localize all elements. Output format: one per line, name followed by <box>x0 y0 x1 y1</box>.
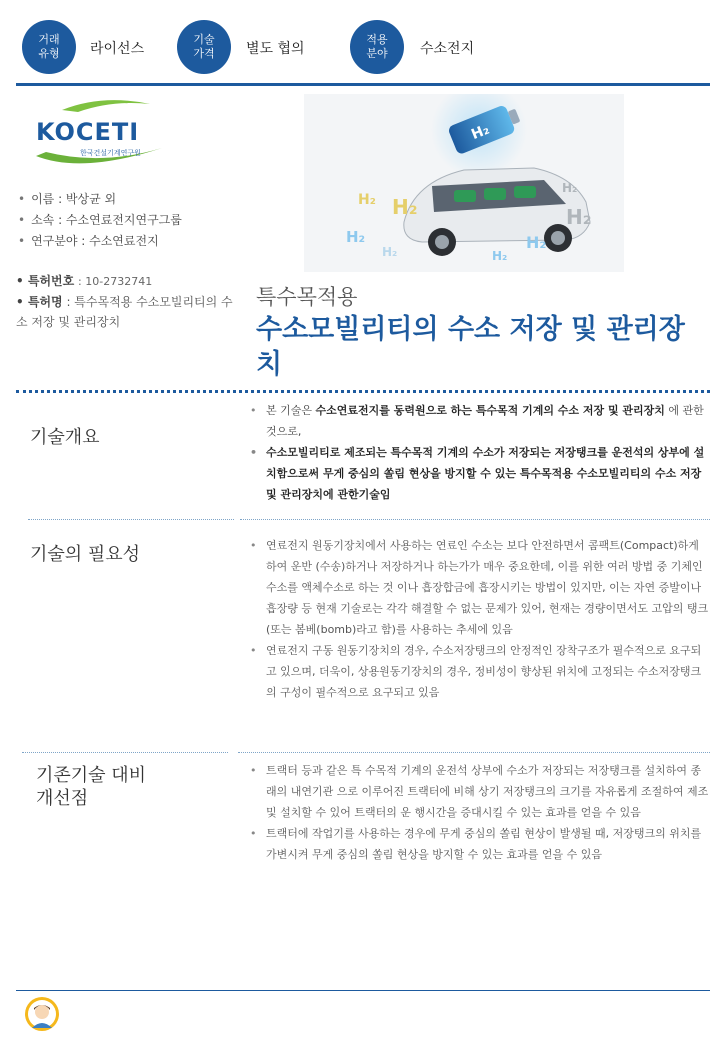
section-divider <box>240 519 710 520</box>
svg-text:H₂: H₂ <box>526 233 547 252</box>
researcher-field: • 연구분야 : 수소연료전지 <box>18 231 182 252</box>
field-badge <box>350 20 404 74</box>
svg-text:H₂: H₂ <box>346 228 366 246</box>
title-divider <box>16 390 710 393</box>
patent-number-row <box>16 271 236 292</box>
page-title: 수소모빌리티의 수소 저장 및 관리장치 <box>256 314 685 380</box>
overview-list <box>250 400 710 505</box>
researcher-affiliation: • 소속 : 수소연료전지연구그룹 <box>18 210 182 231</box>
section-divider <box>22 752 228 753</box>
section-divider <box>238 752 710 753</box>
logo-subtitle: 한국건설기계연구원 <box>80 149 141 157</box>
patent-number-label: • 특허번호 <box>16 274 75 288</box>
improvement-heading-line1: 기존기술 대비 <box>36 765 147 786</box>
section-divider <box>28 519 234 520</box>
price-label-2: 가격 <box>193 47 215 60</box>
field-label-1: 적용 <box>366 33 388 46</box>
researcher-name: • 이름 : 박상균 외 <box>18 189 182 210</box>
deal-type-value: 라이선스 <box>90 41 145 57</box>
overview-item1-post: 에 관한 것으로, <box>266 404 704 438</box>
patent-info <box>16 271 236 332</box>
svg-text:H₂: H₂ <box>382 245 398 259</box>
overview-item1-pre: 본 기술은 <box>266 404 316 417</box>
svg-text:H₂: H₂ <box>358 192 376 208</box>
page-subtitle: 특수목적용 <box>256 285 358 309</box>
hydrogen-vehicle-icon <box>304 94 624 272</box>
patent-name-value: : 특수목적용 수소모빌리티의 수소 저장 및 관리장치 <box>16 295 233 329</box>
improvement-heading <box>36 764 146 810</box>
deal-type-label-2: 유형 <box>38 47 60 60</box>
hydrogen-car-illustration <box>304 94 624 272</box>
overview-item1-bold: 수소연료전지를 동력원으로 하는 특수목적 기계의 수소 저장 및 관리장치 <box>315 404 665 417</box>
field-value: 수소전지 <box>420 41 475 57</box>
overview-heading: 기술개요 <box>30 427 100 448</box>
overview-item <box>250 400 710 442</box>
deal-type-label-1: 거래 <box>38 33 60 46</box>
footer-divider <box>16 990 710 991</box>
necessity-item: • 연료전지 원동기장치에서 사용하는 연료인 수소는 보다 안전하면서 콤팩트(Compact)하게 하여 운반 (수송)하거나 저장하거나 하는가가 매우 중요한데, 이를 위한 여러 방법 중 기체인 수소를 액체수소로 하는 것 이나 흡장합금에 흡장시키는 방법이 있지만, 이는 자연 증발이나 흡장량 등 현재 기술로는 각각 해결할 수 없는 문제가 있어, 현재는 경량이면서도 고압의 탱크(또는 봄베(bomb)라고 함)를 사용하는 추세에 있음 <box>250 535 710 640</box>
improvement-item: • 트랙터에 작업기를 사용하는 경우에 무게 중심의 쏠림 현상이 발생될 때, 저장탱크의 위치를 가변시켜 무게 중심의 쏠림 현상을 방지할 수 있는 효과를 얻을 수 있음 <box>250 823 710 865</box>
necessity-item: • 연료전지 구동 원동기장치의 경우, 수소저장탱크의 안정적인 장착구조가 필수적으로 요구되고 있으며, 더욱이, 상용원동기장치의 경우, 정비성이 향상된 위치에 고정되는 수소저장탱크의 구성이 필수적으로 요구되고 있음 <box>250 640 710 703</box>
improvement-item: • 트랙터 등과 같은 특 수목적 기계의 운전석 상부에 수소가 저장되는 저장탱크를 설치하여 종래의 내연기관 으로 이루어진 트랙터에 비해 상기 저장탱크의 크기를 자유롭게 조절하여 제조 및 설치할 수 있어 트랙터의 운 행시간을 증대시킬 수 있는 효과를 얻을 수 있음 <box>250 760 710 823</box>
svg-text:H₂: H₂ <box>492 249 508 263</box>
avatar-icon <box>24 996 60 1032</box>
improvement-list <box>250 760 710 865</box>
logo-wordmark: KOCETI <box>36 118 140 146</box>
header-divider <box>16 83 710 86</box>
field-label-2: 분야 <box>366 47 388 60</box>
svg-text:H₂: H₂ <box>392 195 418 219</box>
price-value: 별도 협의 <box>246 41 305 57</box>
overview-item: • 수소모빌리티로 제조되는 특수목적 기계의 수소가 저장되는 저장탱크를 운전석의 상부에 설치함으로써 무게 중심의 쏠림 현상을 방지할 수 있는 특수목적용 수소모빌리티의 수소 저장 및 관리장치에 관한기술임 <box>250 442 710 505</box>
necessity-list <box>250 535 710 703</box>
patent-name-row <box>16 292 236 332</box>
deal-type-badge <box>22 20 76 74</box>
koceti-logo <box>22 96 168 172</box>
patent-number-value: : 10-2732741 <box>78 275 153 288</box>
svg-text:H₂: H₂ <box>469 121 492 144</box>
svg-text:H₂: H₂ <box>562 181 578 195</box>
researcher-info <box>18 189 182 252</box>
patent-name-label: • 특허명 <box>16 295 63 309</box>
svg-text:H₂: H₂ <box>566 205 592 229</box>
price-label-1: 기술 <box>193 33 215 46</box>
improvement-heading-line2: 개선점 <box>36 788 89 809</box>
necessity-heading: 기술의 필요성 <box>30 544 141 565</box>
price-badge <box>177 20 231 74</box>
